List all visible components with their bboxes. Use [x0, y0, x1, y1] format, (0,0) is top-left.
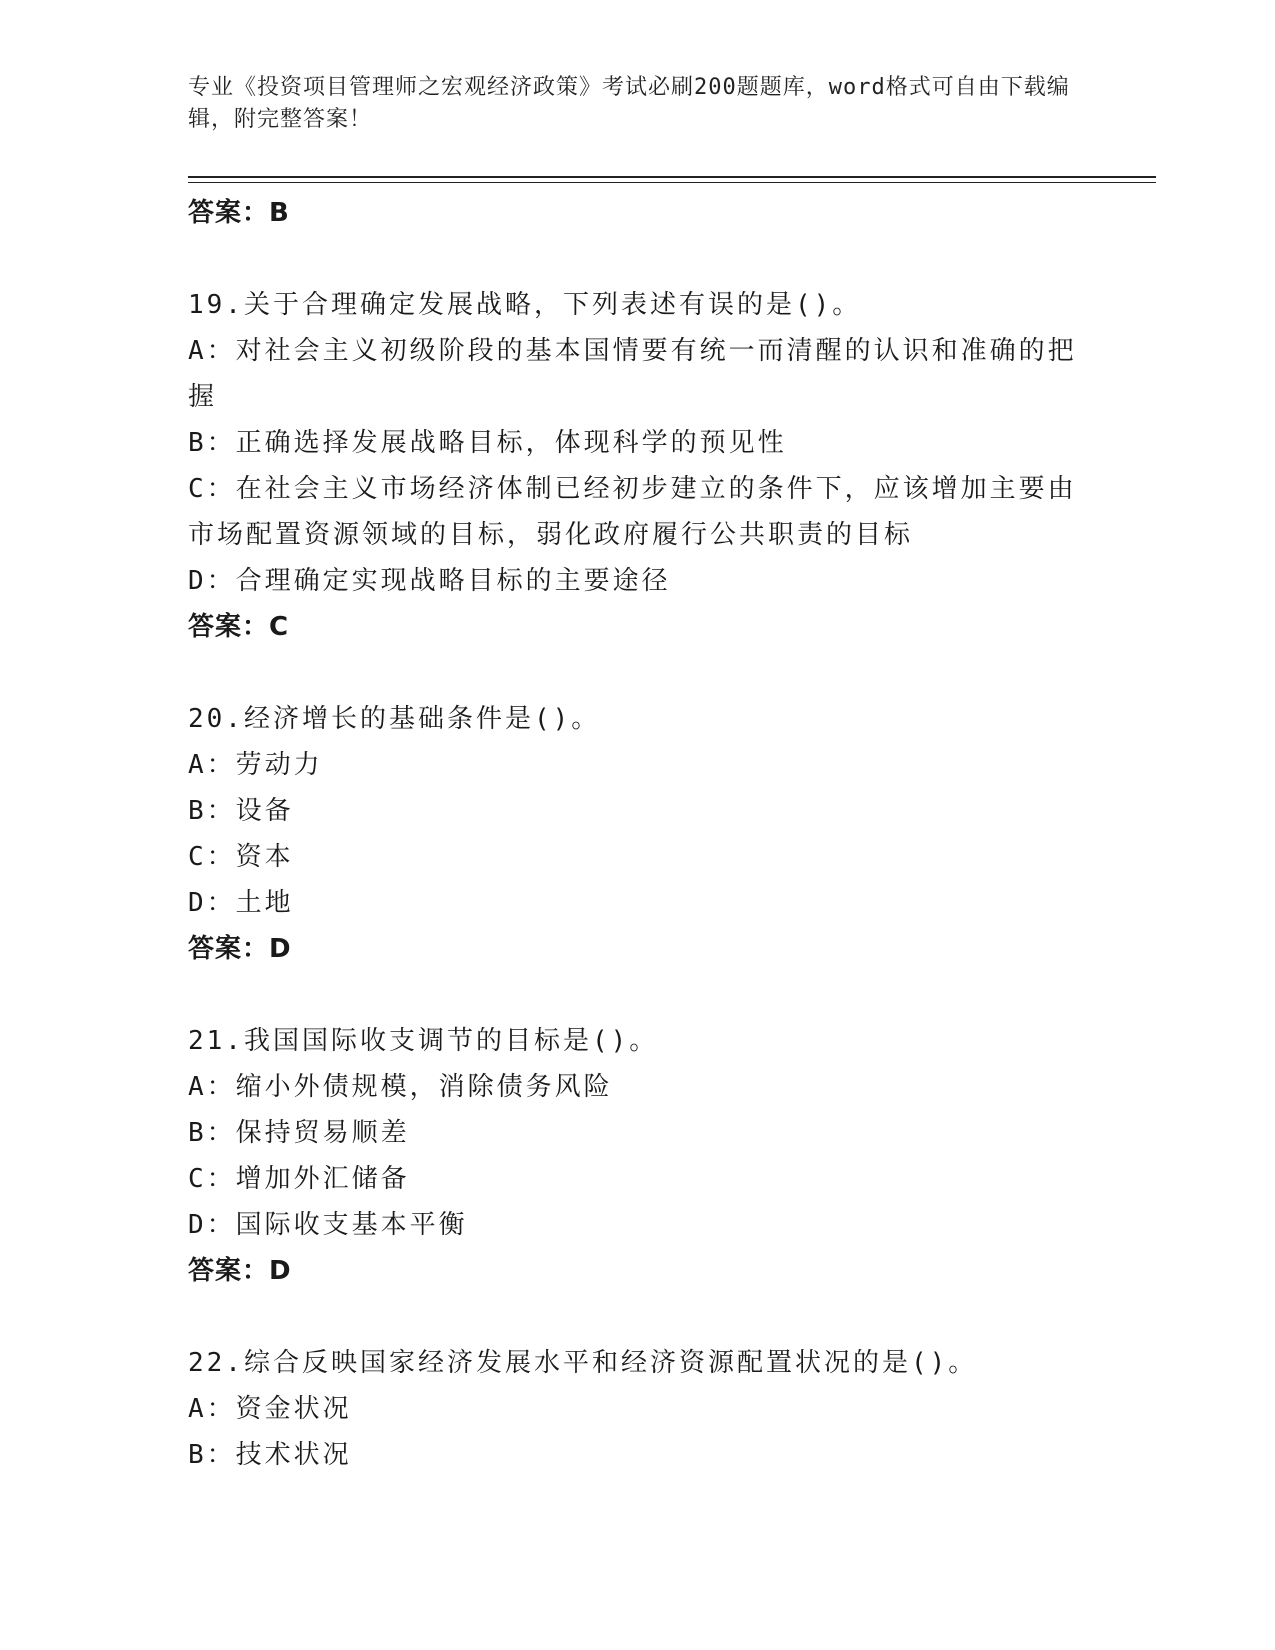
option-a: A：缩小外债规模，消除债务风险: [188, 1072, 613, 1102]
option-c: C：增加外汇储备: [188, 1164, 410, 1194]
option-c: C：在社会主义市场经济体制已经初步建立的条件下，应该增加主要由市场配置资源领域的目标，弱化政府履行公共职责的目标: [188, 474, 1077, 550]
question-stem: 19.关于合理确定发展战略，下列表述有误的是()。: [188, 290, 862, 320]
answer-line: 答案：C: [188, 612, 290, 642]
question-19: [188, 282, 1088, 650]
question-stem: 22.综合反映国家经济发展水平和经济资源配置状况的是()。: [188, 1348, 978, 1378]
question-21: [188, 1018, 1088, 1294]
option-a: A：劳动力: [188, 750, 323, 780]
option-d: D：国际收支基本平衡: [188, 1210, 468, 1240]
answer-line: 答案：D: [188, 934, 292, 964]
option-c: C：资本: [188, 842, 294, 872]
question-list: [188, 190, 1088, 1478]
question-stem: 21.我国国际收支调节的目标是()。: [188, 1026, 659, 1056]
header-rule-thick: [188, 176, 1156, 178]
answer-line: 答案：B: [188, 198, 290, 228]
option-b: B：保持贸易顺差: [188, 1118, 410, 1148]
option-a: A：对社会主义初级阶段的基本国情要有统一而清醒的认识和准确的把握: [188, 336, 1077, 412]
document-header: 专业《投资项目管理师之宏观经济政策》考试必刷200题题库，word格式可自由下载编辑，附完整答案！: [188, 75, 1070, 132]
header-rule-thin: [188, 182, 1156, 183]
option-d: D：合理确定实现战略目标的主要途径: [188, 566, 671, 596]
question-20: [188, 696, 1088, 972]
option-a: A：资金状况: [188, 1394, 352, 1424]
question-stem: 20.经济增长的基础条件是()。: [188, 704, 601, 734]
question-22: [188, 1340, 1088, 1478]
option-b: B：设备: [188, 796, 294, 826]
answer-line: 答案：D: [188, 1256, 292, 1286]
option-b: B：正确选择发展战略目标，体现科学的预见性: [188, 428, 787, 458]
option-b: B：技术状况: [188, 1440, 352, 1470]
option-d: D：土地: [188, 888, 294, 918]
